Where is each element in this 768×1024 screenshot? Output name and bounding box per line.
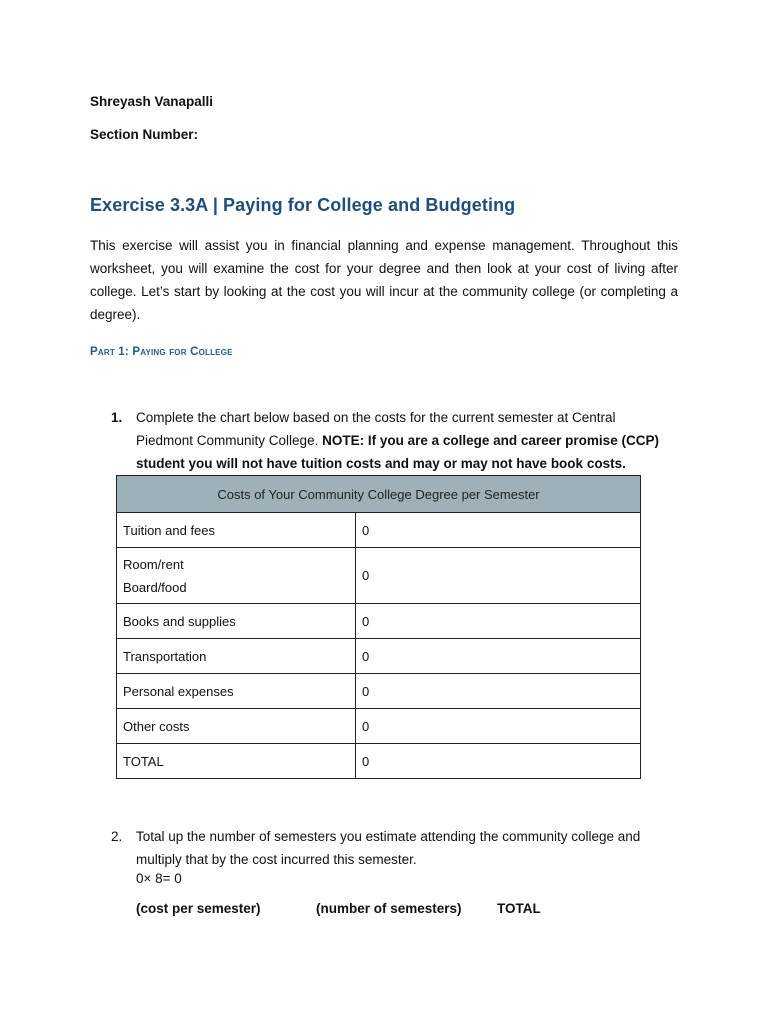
question-1-note: NOTE: If you are a college and career promise (CCP) student you will not have tuition costs and may or may not have book costs.: [136, 433, 659, 471]
legend-cost-per-semester: (cost per semester): [136, 901, 261, 916]
calculation-answer: 0× 8= 0: [136, 871, 182, 886]
table-row: [117, 639, 641, 674]
question-2-text: Total up the number of semesters you estimate attending the community college and multiply that by the cost incurred this semester.: [136, 829, 641, 867]
table-row: [117, 513, 641, 548]
cost-table-header: Costs of Your Community College Degree per Semester: [117, 476, 641, 513]
row-label: Tuition and fees: [117, 513, 356, 548]
student-name: Shreyash Vanapalli: [90, 94, 214, 109]
question-2-number: 2.: [111, 829, 123, 844]
exercise-title: Exercise 3.3A | Paying for College and Budgeting: [90, 195, 516, 215]
row-value: 0: [356, 513, 641, 548]
row-label-line-2: Board/food: [123, 579, 187, 595]
row-label: Other costs: [117, 709, 356, 744]
table-row: [117, 674, 641, 709]
row-value: 0: [356, 639, 641, 674]
row-label: [117, 548, 356, 604]
table-row: [117, 709, 641, 744]
row-label-line-1: Room/rent: [123, 556, 184, 572]
legend-total: TOTAL: [497, 901, 541, 916]
question-1-number: 1.: [111, 410, 123, 425]
legend-number-of-semesters: (number of semesters): [316, 901, 462, 916]
row-value: 0: [356, 709, 641, 744]
row-label: Books and supplies: [117, 604, 356, 639]
question-1-text: [136, 406, 666, 475]
table-row: [117, 744, 641, 779]
row-label: Transportation: [117, 639, 356, 674]
intro-paragraph: This exercise will assist you in financial planning and expense management. Throughout this worksheet, you will examine the cost for your degree and then look at your cost of living after college. Let’s start by looking at the cost you will incur at the community college (or completing a degree).: [90, 238, 678, 322]
table-row: [117, 604, 641, 639]
question-1-instructions: Complete the chart below based on the costs for the current semester at Central Piedmont Community College.: [136, 410, 616, 448]
cost-table: [116, 475, 641, 779]
table-row: [117, 548, 641, 604]
part1-heading: Part 1: Paying for College: [90, 346, 233, 358]
section-number-label: Section Number:: [90, 127, 199, 142]
row-value: 0: [356, 604, 641, 639]
row-value: 0: [356, 674, 641, 709]
row-label: Personal expenses: [117, 674, 356, 709]
row-value: 0: [356, 548, 641, 604]
row-label: TOTAL: [117, 744, 356, 779]
row-value: 0: [356, 744, 641, 779]
